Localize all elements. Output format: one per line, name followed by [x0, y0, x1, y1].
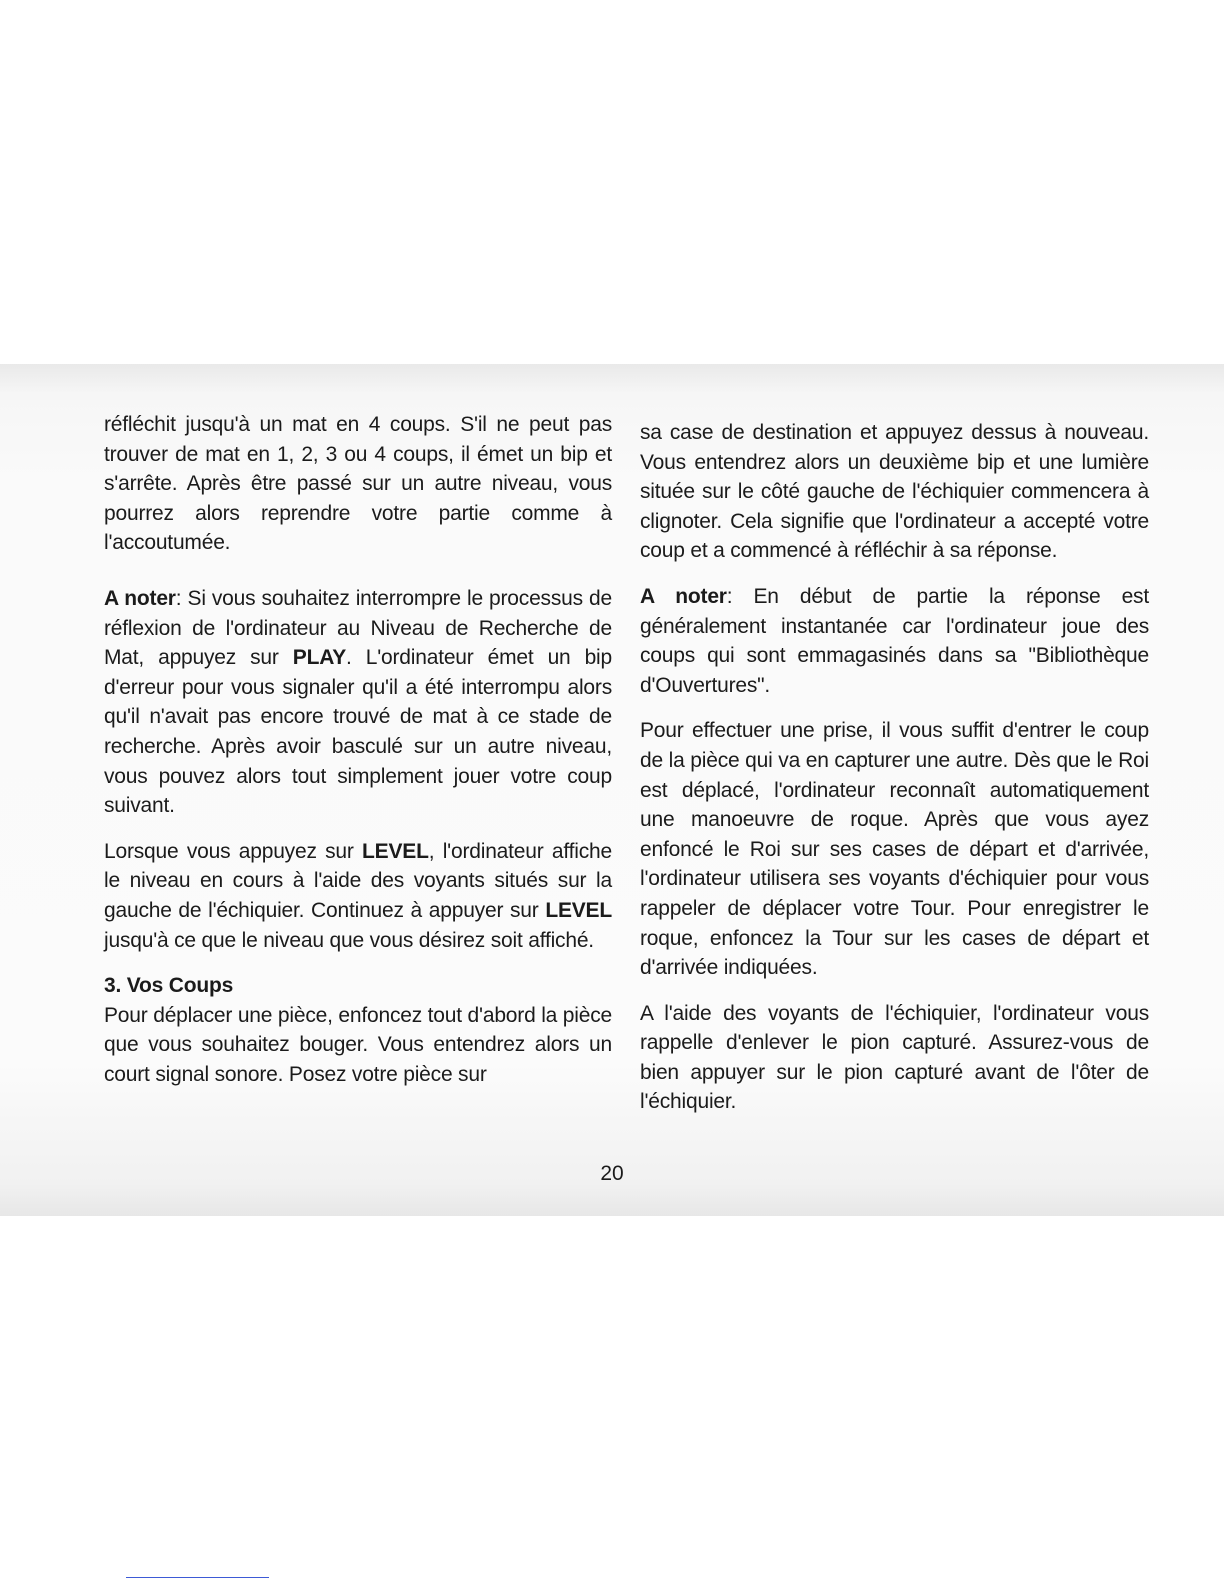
note-text-a: : Si vous souhaitez interrompre le processus de réflexion de l'ordinateur au Niveau de Recherche de Mat, appuyez sur [104, 586, 612, 670]
note-text-right: : En début de partie la réponse est généralement instantanée car l'ordinateur joue des coups qui sont emmagasinés dans sa "Bibliothèque d'Ouvertures". [640, 584, 1149, 697]
right-column [640, 418, 1149, 1117]
note-label: A noter [104, 586, 176, 610]
right-paragraph-continuation: sa case de destination et appuyez dessus à nouveau. Vous entendrez alors un deuxième bip et une lumière située sur le côté gauche de l'échiquier commencera à clignoter. Cela signifie que l'ordinateur a accepté votre coup et a commencé à réfléchir à sa réponse. [640, 421, 1149, 563]
page-number: 20 [600, 1162, 624, 1185]
left-column [104, 410, 612, 1089]
section-heading: 3. Vos Coups [104, 974, 234, 998]
capture-paragraph: Pour effectuer une prise, il vous suffit d'entrer le coup de la pièce qui va en capturer une autre. Dès que le Roi est déplacé, l'ordinateur reconnaît automatiquement une manoeuvre de roque. Après que vous ayez enfoncé le Roi sur ses cases de départ et d'arrivée, l'ordinateur utilisera ses voyants d'échiquier pour vous rappeler de déplacer votre Tour. Pour enregistrer le roque, enfoncez la Tour sur les cases de départ et d'arrivée indiquées. [640, 719, 1149, 980]
level-text-a: Lorsque vous appuyez sur [104, 839, 363, 863]
note-label-right: A noter [640, 584, 727, 608]
level-key-second: LEVEL [545, 898, 612, 922]
note-text-b: . L'ordinateur émet un bip d'erreur pour vous signaler qu'il a été interrompu alors qu'il n'avait pas encore trouvé de mat à ce stade de recherche. Après avoir basculé sur un autre niveau, vous pouvez alors tout simplement jouer votre coup suivant. [104, 646, 612, 818]
captured-pawn-paragraph: A l'aide des voyants de l'échiquier, l'ordinateur vous rappelle d'enlever le pion capturé. Assurez-vous de bien appuyer sur le pion capturé avant de l'ôter de l'échiquier. [640, 1001, 1149, 1114]
play-key: PLAY [292, 646, 347, 670]
level-text-c: jusqu'à ce que le niveau que vous désirez soit affiché. [104, 928, 594, 952]
level-text-b: , l'ordinateur affiche le niveau en cours à l'aide des voyants situés sur la gauche de l'échiquier. Continuez à appuyer sur [104, 839, 612, 922]
level-paragraph [104, 837, 612, 955]
footnote-rule [126, 1577, 269, 1578]
left-note-paragraph [104, 584, 612, 821]
left-paragraph-continuation: réfléchit jusqu'à un mat en 4 coups. S'il ne peut pas trouver de mat en 1, 2, 3 ou 4 coups, il émet un bip et s'arrête. Après être passé sur un autre niveau, vous pourrez alors reprendre votre partie comme à l'accoutumée. [104, 413, 612, 555]
moves-paragraph: Pour déplacer une pièce, enfoncez tout d'abord la pièce que vous souhaitez bouger. Vous entendrez alors un court signal sonore. Posez votre pièce sur [104, 1003, 612, 1086]
level-key: LEVEL [362, 839, 429, 863]
right-note-paragraph [640, 582, 1149, 700]
